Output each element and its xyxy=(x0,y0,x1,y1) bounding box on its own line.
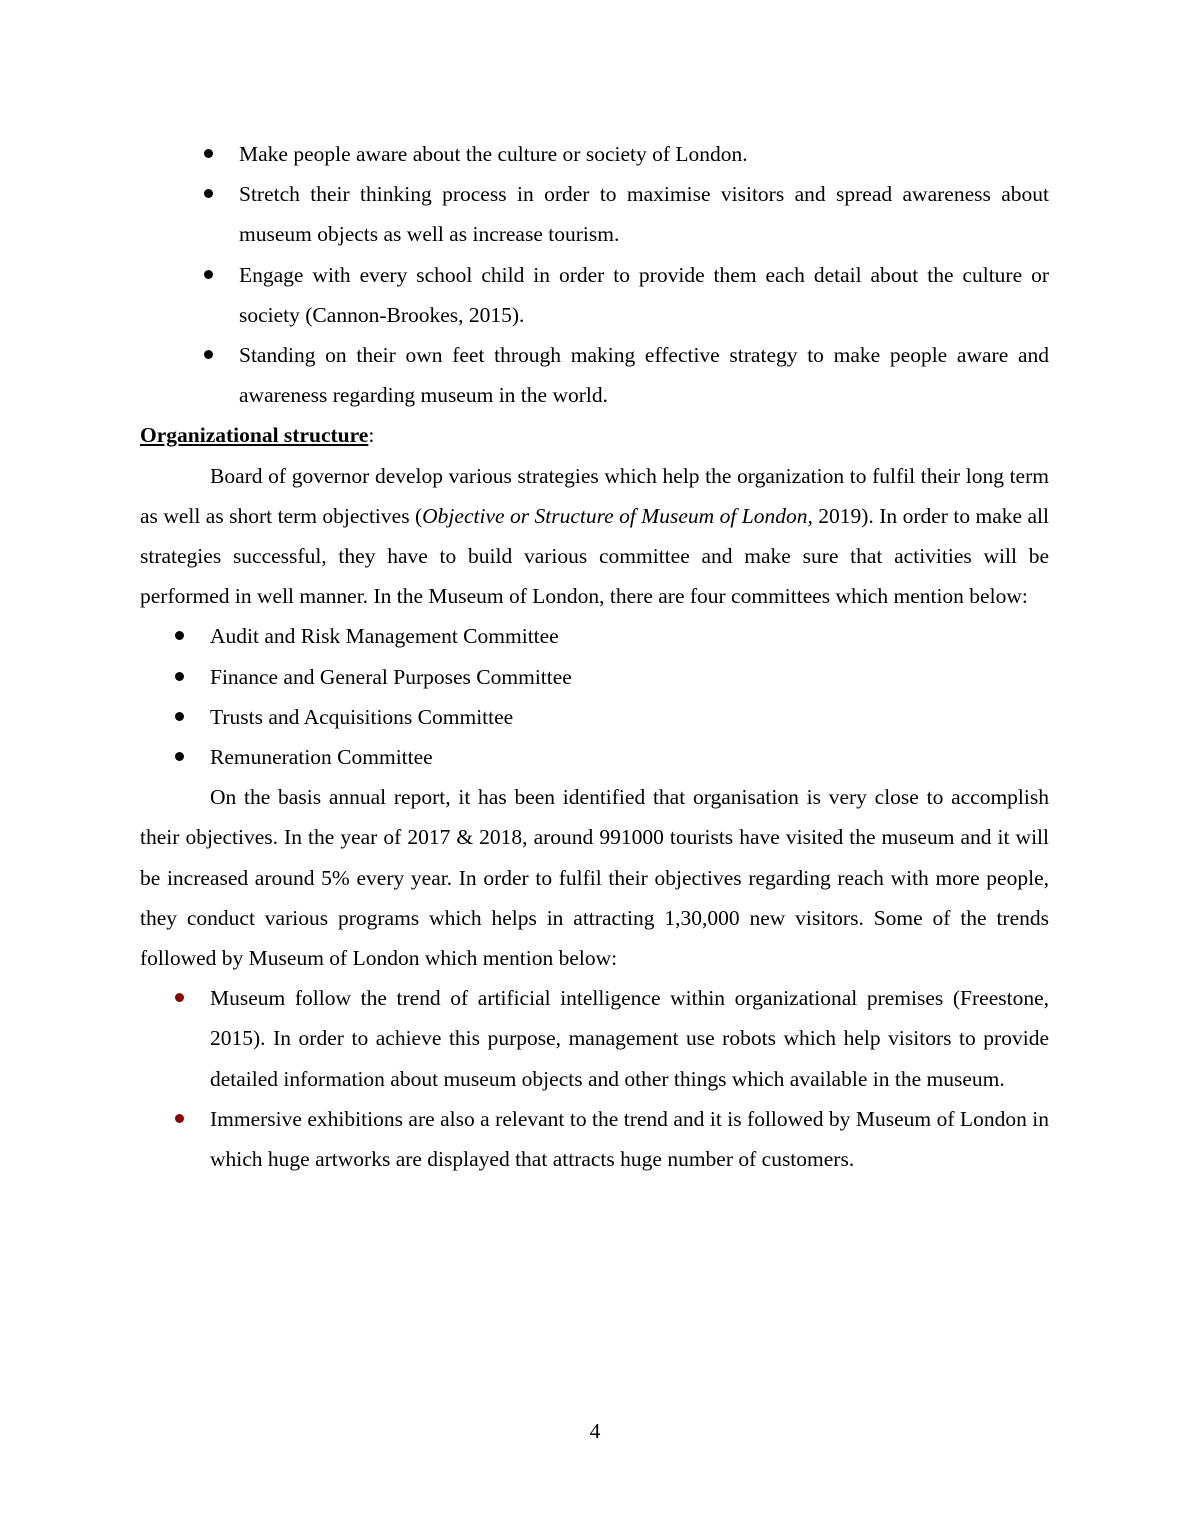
bullet-icon xyxy=(175,1114,184,1123)
list-item-text: Museum follow the trend of artificial intelligence within organizational premises (Freestone, 2015). In order to achieve this purpose, management use robots which help visitors to provide detailed information about museum objects and other things which available in the museum. xyxy=(210,986,1049,1091)
bullet-icon xyxy=(204,270,213,279)
intro-text-end: 2019). In order to make all strategies successful, they have to build various committee and make sure that activities will be performed in well manner. In the Museum of London, there are four committees which mention below: xyxy=(140,503,1050,609)
bullet-icon xyxy=(204,189,213,198)
list-item xyxy=(140,978,1049,1099)
list-item xyxy=(140,335,1049,415)
list-item xyxy=(140,737,1049,777)
section-heading xyxy=(140,415,1049,455)
list-item xyxy=(140,697,1049,737)
list-item-text: Make people aware about the culture or society of London. xyxy=(239,142,748,166)
bullet-icon xyxy=(204,149,213,158)
list-item-text: Engage with every school child in order to provide them each detail about the culture or society (Cannon-Brookes, 2015). xyxy=(239,262,1049,327)
list-item-text: Stretch their thinking process in order to maximise visitors and spread awareness about museum objects as well as increase tourism. xyxy=(239,182,1049,247)
intro-paragraph xyxy=(140,456,1049,617)
list-item-text: Standing on their own feet through making effective strategy to make people aware and awareness regarding museum in the world. xyxy=(239,343,1049,408)
list-item-text: Audit and Risk Management Committee xyxy=(210,624,559,649)
list-item-text: Remuneration Committee xyxy=(210,745,433,770)
list-item-text: Immersive exhibitions are also a relevant to the trend and it is followed by Museum of London in which huge artworks are displayed that attracts huge number of customers. xyxy=(210,1106,1049,1172)
bullet-icon xyxy=(175,752,184,761)
list-item-text: Finance and General Purposes Committee xyxy=(210,664,572,689)
bullet-icon xyxy=(175,631,184,640)
list-item xyxy=(140,657,1049,697)
list-item xyxy=(140,134,1049,174)
list-item xyxy=(140,1099,1049,1179)
citation-title: Objective or Structure of Museum of London, xyxy=(422,503,813,528)
list-item xyxy=(140,255,1049,335)
page-number: 4 xyxy=(589,1419,601,1443)
bullet-icon xyxy=(175,712,184,721)
section-heading-text: Organizational structure xyxy=(140,423,369,448)
annual-report-paragraph: On the basis annual report, it has been identified that organisation is very close to accomplish their objectives. In the year of 2017 & 2018, around 991000 tourists have visited the museum and it will be increased around 5% every year. In order to fulfil their objectives regarding reach with more people, they conduct various programs which helps in attracting 1,30,000 new visitors. Some of the trends followed by Museum of London which mention below: xyxy=(140,785,1049,971)
bullet-icon xyxy=(204,350,213,359)
page-body xyxy=(140,134,1049,1179)
trends-list xyxy=(140,978,1049,1179)
section-heading-colon: : xyxy=(368,423,375,448)
list-item xyxy=(140,174,1049,254)
bullet-icon xyxy=(175,993,184,1002)
list-item xyxy=(140,616,1049,656)
bullet-icon xyxy=(175,672,184,681)
committees-list xyxy=(140,616,1049,777)
intro-text-start: Board of governor develop various strategies which help the organization to fulfil their long term as well as short term objectives ( xyxy=(140,463,1049,528)
objectives-list xyxy=(140,134,1049,415)
list-item-text: Trusts and Acquisitions Committee xyxy=(210,704,514,729)
